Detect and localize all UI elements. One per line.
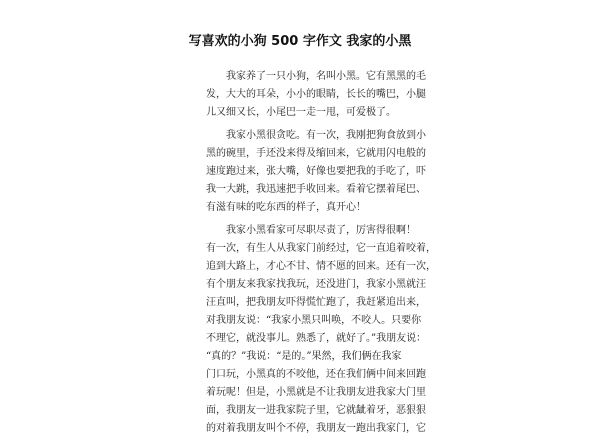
text-line: 有一次，有生人从我家门前经过，它一直追着咬着，	[206, 243, 436, 254]
text-line: 我家小黑看家可尽职尽责了，厉害得很啊！	[206, 225, 416, 236]
text-line: 的对着我朋友叫个不停，我朋友一跑出我家门，它	[206, 423, 426, 434]
text-line: 我一大跳，我迅速把手收回来。看着它摆着尾巴、	[206, 184, 426, 195]
text-line: 面，我朋友一进我家院子里，它就龇着牙，恶狠狠	[206, 405, 426, 416]
text-line: 我家小黑很贪吃。有一次，我刚把狗食放到小	[206, 130, 426, 141]
text-line: 我家养了一只小狗，名叫小黑。它有黑黑的毛	[206, 71, 426, 82]
text-line: 速度跑过来，张大嘴，好像也要把我的手吃了，吓	[206, 166, 426, 177]
text-line: 有个朋友来我家找我玩，还没进门，我家小黑就汪	[206, 279, 426, 290]
text-line: 儿又细又长，小尾巴一走一甩，可爱极了。	[206, 107, 396, 118]
article-title: 写喜欢的小狗 500 字作文 我家的小黑	[188, 34, 412, 49]
text-line: 着玩呢！但是，小黑就是不让我朋友进我家大门里	[206, 387, 426, 398]
text-line: 对我朋友说：“我家小黑只叫唤，不咬人。只要你	[206, 315, 422, 326]
text-line: 门口玩，小黑真的不咬他，还在我们俩中间来回跑	[206, 369, 426, 380]
text-line: 追到大路上，才心不甘、情不愿的回来。还有一次，	[206, 261, 436, 272]
text-line: 发，大大的耳朵，小小的眼睛，长长的嘴巴，小腿	[206, 89, 426, 100]
article-body	[206, 68, 436, 438]
text-line: 有滋有味的吃东西的样子，真开心！	[206, 202, 366, 213]
text-line: “真的？”我说：“是的。”果然，我们俩在我家	[206, 351, 402, 362]
text-line: 黑的碗里，手还没来得及缩回来，它就用闪电般的	[206, 148, 426, 159]
text-line: 汪直叫，把我朋友吓得慌忙跑了，我赶紧追出来，	[206, 297, 426, 308]
text-line: 不理它，就没事儿。熟悉了，就好了。”我朋友说：	[206, 333, 427, 344]
